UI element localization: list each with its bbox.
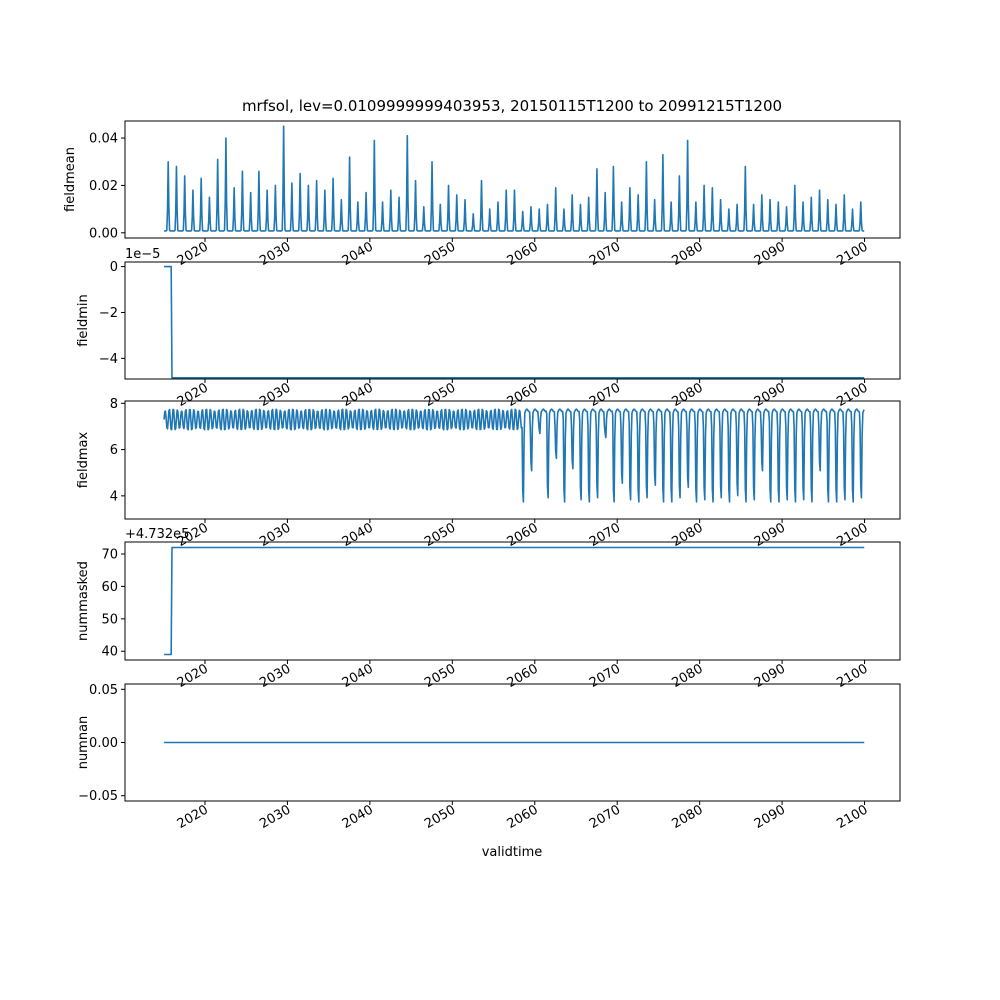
x-tick-label: 2080 (669, 380, 706, 411)
chart-title: mrfsol, lev=0.0109999999403953, 20150115T1200 to 20991215T1200 (241, 97, 783, 115)
x-tick-label: 2060 (504, 661, 541, 692)
x-tick-label: 2070 (587, 661, 624, 692)
x-tick-label: 2080 (669, 661, 706, 692)
x-tick-label: 2080 (669, 239, 706, 270)
y-tick-label: 6 (109, 443, 118, 459)
x-tick-label: 2030 (257, 802, 294, 833)
x-tick-label: 2100 (834, 239, 871, 270)
y-tick-label: 8 (109, 396, 118, 412)
y-tick-label: −4 (98, 351, 118, 367)
x-tick-label: 2040 (339, 802, 376, 833)
x-tick-label: 2100 (834, 661, 871, 692)
x-tick-label: 2030 (257, 520, 294, 551)
x-tick-label: 2100 (834, 802, 871, 833)
x-tick-label: 2050 (422, 661, 459, 692)
x-tick-label: 2040 (339, 520, 376, 551)
x-tick-label: 2080 (669, 520, 706, 551)
x-tick-label: 2070 (587, 802, 624, 833)
x-tick-label: 2070 (587, 239, 624, 270)
x-tick-label: 2070 (587, 520, 624, 551)
x-tick-label: 2080 (669, 802, 706, 833)
x-tick-label: 2060 (504, 380, 541, 411)
x-tick-label: 2030 (257, 661, 294, 692)
y-axis-label: fieldmax (76, 431, 91, 489)
y-tick-label: −0.05 (78, 789, 118, 805)
x-tick-label: 2060 (504, 802, 541, 833)
x-tick-label: 2090 (751, 802, 789, 833)
x-tick-label: 2050 (422, 802, 459, 833)
y-tick-label: 70 (101, 547, 118, 563)
x-tick-label: 2090 (751, 380, 789, 411)
x-tick-label: 2020 (174, 802, 211, 833)
y-tick-label: 60 (101, 579, 118, 595)
y-tick-label: 0.00 (89, 736, 118, 751)
x-tick-label: 2070 (587, 380, 624, 411)
y-tick-label: 4 (109, 489, 118, 505)
x-tick-label: 2090 (751, 520, 789, 551)
y-tick-label: 0 (109, 260, 118, 276)
x-tick-label: 2050 (422, 380, 459, 411)
y-axis-label: numnan (76, 715, 91, 770)
x-tick-label: 2030 (257, 239, 294, 270)
x-tick-label: 2050 (422, 239, 459, 270)
x-tick-label: 2100 (834, 520, 871, 551)
y-tick-label: 40 (101, 644, 118, 660)
y-tick-label: 0.00 (89, 226, 118, 242)
y-tick-label: 0.02 (89, 178, 118, 194)
x-axis-label: validtime (481, 845, 543, 860)
x-tick-label: 2040 (339, 239, 376, 270)
x-tick-label: 2060 (504, 520, 541, 551)
y-axis-label: nummasked (76, 561, 91, 641)
x-tick-label: 2020 (174, 380, 211, 411)
x-tick-label: 2020 (174, 239, 211, 270)
x-tick-label: 2040 (339, 661, 376, 692)
x-tick-label: 2040 (339, 380, 376, 411)
y-axis-label: fieldmin (76, 294, 91, 347)
y-tick-label: 0.05 (89, 682, 118, 698)
y-tick-label: 0.04 (89, 131, 118, 147)
x-tick-label: 2100 (834, 380, 871, 411)
y-tick-label: −2 (98, 305, 118, 321)
x-tick-label: 2090 (751, 661, 789, 692)
x-tick-label: 2050 (422, 520, 459, 551)
x-tick-label: 2020 (174, 520, 211, 551)
x-tick-label: 2020 (174, 661, 211, 692)
y-axis-label: fieldmean (63, 147, 78, 212)
axis-offset-text: 1e−5 (125, 247, 161, 262)
x-tick-label: 2090 (751, 239, 789, 270)
x-tick-label: 2030 (257, 380, 294, 411)
y-tick-label: 50 (101, 612, 118, 628)
x-tick-label: 2060 (504, 239, 541, 270)
axis-offset-text: +4.732e5 (125, 527, 190, 542)
